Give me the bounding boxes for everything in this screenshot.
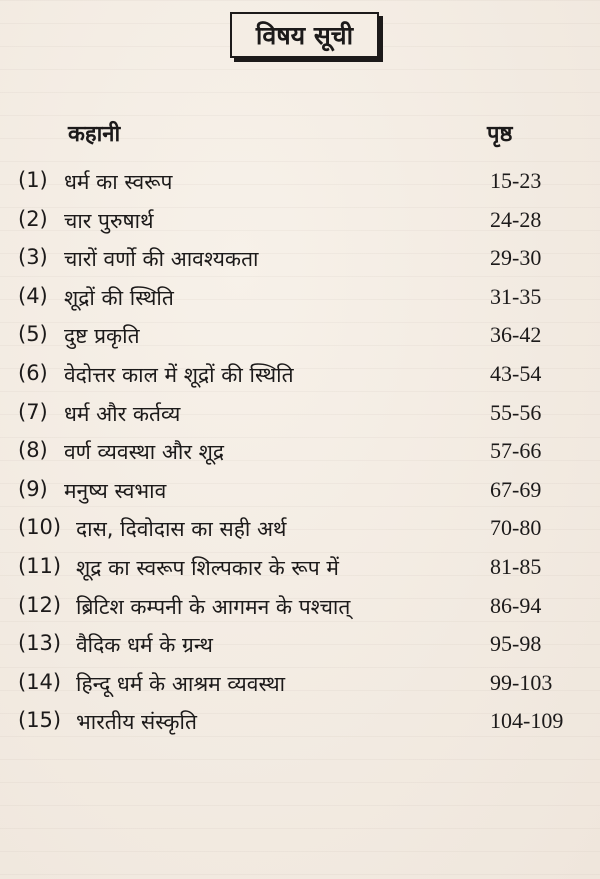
page-title: विषय सूची bbox=[230, 12, 379, 58]
toc-entry-13 bbox=[0, 627, 600, 666]
entry-pages: 31-35 bbox=[490, 283, 542, 309]
entry-pages: 57-66 bbox=[490, 438, 542, 464]
entry-pages: 15-23 bbox=[490, 168, 542, 193]
toc-entry-14 bbox=[0, 666, 600, 705]
entry-pages: 95-98 bbox=[490, 631, 542, 657]
toc-entry-15 bbox=[0, 704, 600, 743]
entry-pages: 55-56 bbox=[490, 399, 542, 425]
toc-entry-12 bbox=[0, 589, 600, 628]
entry-title: वर्ण व्यवस्था और शूद्र bbox=[64, 440, 225, 465]
toc-entry-8 bbox=[0, 434, 600, 473]
entry-pages: 36-42 bbox=[490, 322, 542, 348]
entry-title: शूद्र का स्वरूप शिल्पकार के रूप में bbox=[76, 555, 339, 580]
entry-number: (1) bbox=[18, 168, 48, 192]
entry-pages: 67-69 bbox=[490, 476, 542, 502]
toc-entry-5 bbox=[0, 318, 600, 357]
entry-number: (5) bbox=[18, 322, 48, 347]
entry-pages: 29-30 bbox=[490, 245, 542, 271]
toc-entry-10 bbox=[0, 511, 600, 550]
entry-number: (12) bbox=[18, 592, 62, 617]
toc-entry-7 bbox=[0, 396, 600, 435]
toc-entry-11 bbox=[0, 550, 600, 589]
entry-title: वेदोत्तर काल में शूद्रों की स्थिति bbox=[64, 362, 294, 387]
toc-list bbox=[0, 164, 600, 743]
entry-number: (11) bbox=[18, 553, 62, 578]
entry-pages: 104-109 bbox=[490, 708, 564, 734]
entry-title: भारतीय संस्कृति bbox=[76, 710, 197, 735]
entry-number: (3) bbox=[18, 245, 48, 270]
entry-title: मनुष्य स्वभाव bbox=[64, 478, 167, 503]
entry-number: (4) bbox=[18, 283, 48, 308]
entry-title: दुष्ट प्रकृति bbox=[64, 324, 140, 349]
entry-pages: 70-80 bbox=[490, 515, 542, 541]
story-column-label: कहानी bbox=[68, 122, 121, 147]
entry-number: (13) bbox=[18, 631, 62, 656]
entry-number: (15) bbox=[18, 708, 62, 733]
entry-number: (9) bbox=[18, 476, 48, 501]
page-column-label: पृष्ठ bbox=[487, 122, 513, 147]
entry-pages: 86-94 bbox=[490, 592, 542, 618]
entry-title: ब्रिटिश कम्पनी के आगमन के पश्चात् bbox=[76, 594, 351, 619]
entry-number: (8) bbox=[18, 438, 48, 463]
entry-title: चार पुरुषार्थ bbox=[64, 208, 154, 233]
entry-title: शूद्रों की स्थिति bbox=[64, 285, 174, 310]
toc-entry-9 bbox=[0, 473, 600, 512]
entry-title: धर्म और कर्तव्य bbox=[64, 401, 181, 426]
entry-pages: 99-103 bbox=[490, 669, 553, 695]
entry-pages: 43-54 bbox=[490, 360, 542, 386]
entry-number: (14) bbox=[18, 669, 62, 694]
entry-pages: 24-28 bbox=[490, 206, 542, 232]
entry-title: वैदिक धर्म के ग्रन्थ bbox=[76, 633, 213, 658]
toc-entry-4 bbox=[0, 280, 600, 319]
entry-pages: 81-85 bbox=[490, 553, 542, 579]
toc-header bbox=[0, 118, 600, 154]
entry-number: (10) bbox=[18, 515, 62, 540]
entry-number: (7) bbox=[18, 399, 48, 424]
entry-number: (6) bbox=[18, 360, 48, 385]
toc-entry-2 bbox=[0, 203, 600, 242]
entry-number: (2) bbox=[18, 206, 48, 231]
entry-title: दास, दिवोदास का सही अर्थ bbox=[76, 517, 287, 542]
entry-title: धर्म का स्वरूप bbox=[64, 170, 173, 194]
toc-entry-3 bbox=[0, 241, 600, 280]
entry-title: चारों वर्णो की आवश्यकता bbox=[64, 247, 259, 272]
toc-entry-1 bbox=[0, 164, 600, 203]
entry-title: हिन्दू धर्म के आश्रम व्यवस्था bbox=[76, 671, 286, 696]
toc-entry-6 bbox=[0, 357, 600, 396]
